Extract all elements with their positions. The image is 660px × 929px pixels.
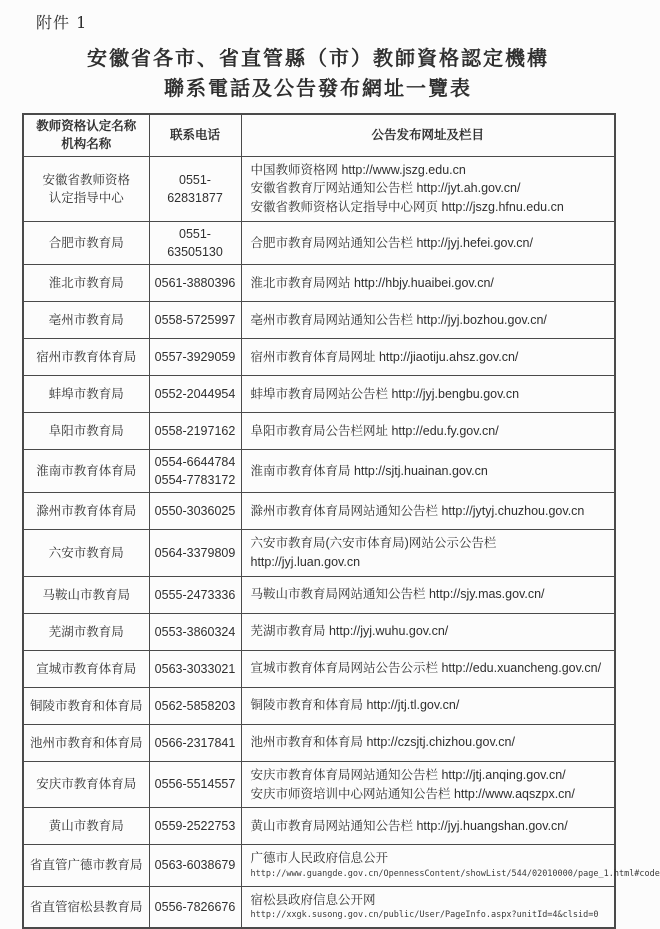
table-row: [23, 886, 615, 928]
phone-cell: [149, 886, 241, 928]
header-agency-line-1: 教师资格认定名称: [36, 118, 137, 133]
links-cell: [241, 265, 615, 302]
phone-cell: [149, 808, 241, 845]
phone-cell: [149, 650, 241, 687]
phone-cell: [149, 530, 241, 577]
agency-table: [22, 113, 660, 929]
table-row: [23, 613, 615, 650]
announcement-url-line: 宿松县政府信息公开网: [250, 892, 376, 907]
phone-number: 0559-2522753: [154, 819, 236, 834]
announcement-url-line: http://xxgk.susong.gov.cn/public/User/PageInfo.aspx?unitId=4&clsid=0: [250, 910, 599, 921]
links-cell: [241, 613, 615, 650]
phone-cell: [149, 613, 241, 650]
header-links: 公告发布网址及栏目: [241, 114, 615, 156]
announcement-url-line: 宣城市教育体育局网站公告公示栏 http://edu.xuancheng.gov.cn/: [250, 661, 602, 676]
agency-name-cell: [23, 808, 149, 845]
agency-name-cell: [23, 886, 149, 928]
announcement-url-line: 安徽省教育厅网站通知公告栏 http://jyt.ah.gov.cn/: [250, 181, 521, 196]
links-cell: [241, 761, 615, 808]
links-cell: [241, 413, 615, 450]
phone-number: 0563-3033021: [154, 661, 236, 676]
phone-number: 0562-5858203: [154, 698, 236, 713]
attachment-label: 附件 1: [36, 13, 88, 32]
agency-name-cell: [23, 265, 149, 302]
table-row: [23, 687, 615, 724]
header-agency-line-2: 机构名称: [61, 137, 112, 152]
links-cell: [241, 650, 615, 687]
agency-name-cell: [23, 530, 149, 577]
phone-cell: [149, 413, 241, 450]
table-row: [23, 761, 615, 808]
phone-cell: [149, 221, 241, 264]
phone-number: 0554-6644784: [154, 455, 236, 469]
links-cell: [241, 302, 615, 339]
links-cell: [241, 576, 615, 613]
table-row: [23, 493, 615, 530]
announcement-url-line: 池州市教育和体育局 http://czsjtj.chizhou.gov.cn/: [250, 735, 515, 750]
links-cell: [241, 221, 615, 264]
announcement-url-line: http://www.guangde.gov.cn/OpennessContent/showList/544/02010000/page_1.html#code: [250, 869, 660, 879]
phone-cell: [149, 265, 241, 302]
table-row: [23, 450, 615, 493]
agency-name-cell: [23, 156, 149, 221]
agency-name-line: 认定指导中心: [48, 190, 124, 205]
links-cell: [241, 808, 615, 845]
agency-name-line: 宣城市教育体育局: [36, 661, 137, 676]
table-row: [23, 650, 615, 687]
links-cell: [241, 687, 615, 724]
agency-name-line: 芜湖市教育局: [48, 624, 124, 639]
announcement-url-line: 宿州市教育体育局网址 http://jiaotiju.ahsz.gov.cn/: [250, 349, 519, 364]
links-cell: [241, 886, 615, 928]
title-line-1: 安徽省各市、省直管縣（市）教師資格認定機構: [87, 46, 549, 70]
announcement-url-line: 中国教师资格网 http://www.jszg.edu.cn: [250, 162, 466, 177]
announcement-url-line: 黄山市教育局网站通知公告栏 http://jyj.huangshan.gov.cn/: [250, 818, 568, 833]
announcement-url-line: 安庆市教育体育局网站通知公告栏 http://jtj.anqing.gov.cn/: [250, 767, 566, 782]
announcement-url-line: 安徽省教师资格认定指导中心网页 http://jszg.hfnu.edu.cn: [250, 200, 564, 214]
table-row: [23, 376, 615, 413]
announcement-url-line: 广德市人民政府信息公开: [250, 851, 389, 866]
phone-number: 0551-62831877: [167, 172, 223, 205]
agency-name-cell: [23, 339, 149, 376]
table-header-row: [23, 114, 615, 156]
phone-cell: [149, 576, 241, 613]
phone-cell: [149, 156, 241, 221]
agency-name-cell: [23, 302, 149, 339]
table-row: [23, 265, 615, 302]
phone-number: 0557-3929059: [154, 349, 236, 364]
table-row: [23, 156, 615, 221]
agency-name-cell: [23, 413, 149, 450]
table-body: [23, 156, 660, 928]
table-row: [23, 576, 615, 613]
phone-number: 0561-3880396: [154, 275, 236, 290]
announcement-url-line: 阜阳市教育局公告栏网址 http://edu.fy.gov.cn/: [250, 423, 499, 438]
phone-number: 0555-2473336: [154, 587, 236, 602]
agency-name-cell: [23, 221, 149, 264]
agency-name-cell: [23, 613, 149, 650]
announcement-url-line: http://jyj.luan.gov.cn: [250, 555, 361, 569]
agency-name-cell: [23, 724, 149, 761]
agency-name-line: 滁州市教育体育局: [36, 504, 137, 519]
announcement-url-line: 淮北市教育局网站 http://hbjy.huaibei.gov.cn/: [250, 275, 494, 290]
agency-name-cell: [23, 576, 149, 613]
announcement-url-line: 安庆市师资培训中心网站通知公告栏 http://www.aqszpx.cn/: [250, 786, 575, 801]
phone-number: 0550-3036025: [154, 504, 236, 519]
agency-name-line: 阜阳市教育局: [48, 423, 124, 438]
links-cell: [241, 450, 615, 493]
announcement-url-line: 亳州市教育局网站通知公告栏 http://jyj.bozhou.gov.cn/: [250, 312, 547, 327]
links-cell: [241, 376, 615, 413]
phone-number: 0554-7783172: [154, 473, 236, 488]
announcement-url-line: 淮南市教育体育局 http://sjtj.huainan.gov.cn: [250, 463, 488, 478]
agency-name-line: 宿州市教育体育局: [36, 349, 137, 364]
table-row: [23, 339, 615, 376]
agency-name-line: 省直管宿松县教育局: [29, 899, 143, 914]
phone-number: 0556-5514557: [154, 777, 236, 792]
phone-cell: [149, 376, 241, 413]
table-row: [23, 845, 615, 886]
agency-name-cell: [23, 493, 149, 530]
phone-number: 0563-6038679: [154, 858, 236, 873]
agency-name-cell: [23, 761, 149, 808]
phone-cell: [149, 302, 241, 339]
agency-name-line: 省直管广德市教育局: [29, 858, 143, 873]
phone-number: 0553-3860324: [154, 624, 236, 639]
agency-name-line: 合肥市教育局: [48, 235, 124, 250]
announcement-url-line: 芜湖市教育局 http://jyj.wuhu.gov.cn/: [250, 624, 449, 639]
table-row: [23, 530, 615, 577]
document-title: [22, 43, 614, 103]
agency-name-line: 淮北市教育局: [48, 275, 124, 290]
agency-name-line: 安徽省教师资格: [42, 172, 130, 187]
links-cell: [241, 493, 615, 530]
phone-cell: [149, 493, 241, 530]
links-cell: [241, 845, 660, 886]
announcement-url-line: 蚌埠市教育局网站公告栏 http://jyj.bengbu.gov.cn: [250, 386, 520, 401]
phone-number: 0564-3379809: [154, 545, 236, 560]
phone-number: 0566-2317841: [154, 735, 236, 750]
agency-name-line: 池州市教育和体育局: [29, 735, 143, 750]
announcement-url-line: 马鞍山市教育局网站通知公告栏 http://sjy.mas.gov.cn/: [250, 587, 545, 602]
agency-name-cell: [23, 687, 149, 724]
phone-number: 0552-2044954: [154, 386, 236, 401]
title-line-2: 聯系電話及公告發布網址一覽表: [164, 76, 472, 100]
table-row: [23, 302, 615, 339]
agency-name-line: 亳州市教育局: [48, 312, 124, 327]
announcement-url-line: 合肥市教育局网站通知公告栏 http://jyj.hefei.gov.cn/: [250, 235, 533, 250]
announcement-url-line: 铜陵市教育和体育局 http://jtj.tl.gov.cn/: [250, 698, 460, 713]
agency-name-line: 安庆市教育体育局: [36, 777, 137, 792]
agency-name-cell: [23, 845, 149, 886]
agency-name-line: 黄山市教育局: [48, 819, 124, 834]
phone-number: 0551-63505130: [167, 226, 223, 259]
agency-name-cell: [23, 376, 149, 413]
phone-cell: [149, 450, 241, 493]
agency-name-cell: [23, 650, 149, 687]
phone-cell: [149, 724, 241, 761]
agency-name-line: 马鞍山市教育局: [42, 587, 130, 602]
links-cell: [241, 339, 615, 376]
agency-name-cell: [23, 450, 149, 493]
header-phone: 联系电话: [149, 114, 241, 156]
table-row: [23, 413, 615, 450]
announcement-url-line: 滁州市教育体育局网站通知公告栏 http://jytyj.chuzhou.gov.cn: [250, 503, 585, 518]
links-cell: [241, 724, 615, 761]
agency-name-line: 铜陵市教育和体育局: [29, 698, 143, 713]
phone-cell: [149, 761, 241, 808]
announcement-url-line: 六安市教育局(六安市体育局)网站公示公告栏: [250, 536, 497, 551]
phone-number: 0558-2197162: [154, 423, 236, 438]
phone-cell: [149, 339, 241, 376]
agency-name-line: 蚌埠市教育局: [48, 386, 124, 401]
agency-name-line: 淮南市教育体育局: [36, 464, 137, 479]
phone-number: 0556-7826676: [154, 899, 236, 914]
links-cell: [241, 530, 615, 577]
agency-name-line: 六安市教育局: [48, 545, 124, 560]
phone-number: 0558-5725997: [154, 312, 236, 327]
header-agency-name: [23, 114, 149, 156]
phone-cell: [149, 687, 241, 724]
table-row: [23, 808, 615, 845]
phone-cell: [149, 845, 241, 886]
table-row: [23, 221, 615, 264]
table-row: [23, 724, 615, 761]
links-cell: [241, 156, 615, 221]
